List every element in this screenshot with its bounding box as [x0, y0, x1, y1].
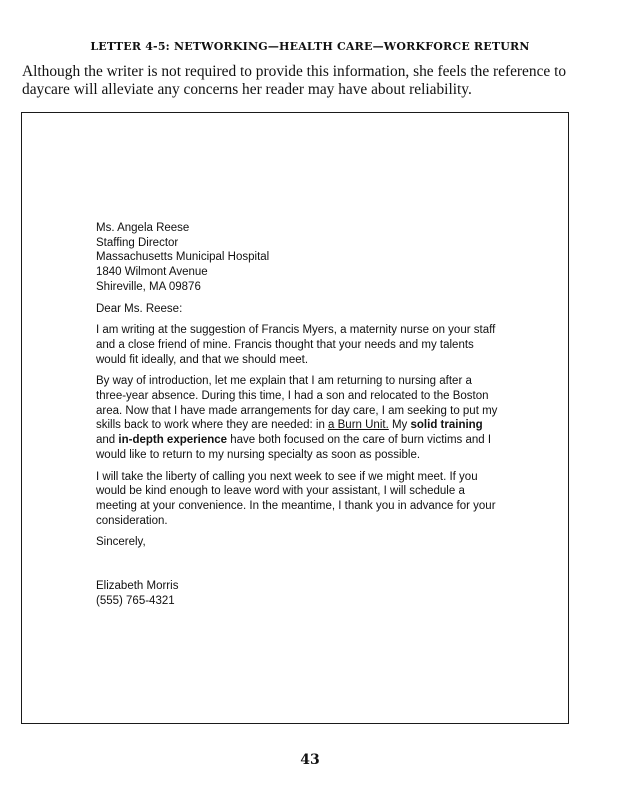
intro-paragraph: [22, 63, 582, 99]
salutation: [96, 302, 516, 317]
paragraph-2: [96, 374, 516, 462]
paragraph-line: meeting at your convenience. In the meantime, I thank you in advance for your: [96, 499, 496, 512]
address-line: Staffing Director: [96, 236, 179, 249]
salutation-text: Dear Ms. Reese:: [96, 302, 183, 315]
page-number: 43: [300, 752, 320, 768]
address-line: Shireville, MA 09876: [96, 280, 201, 293]
paragraph-line: I will take the liberty of calling you next week to see if we might meet. If you: [96, 470, 478, 483]
underlined-phrase: a Burn Unit.: [328, 419, 389, 432]
paragraph-line: [96, 433, 516, 448]
address-line: Massachusetts Municipal Hospital: [96, 251, 270, 264]
section-heading: LETTER 4-5: NETWORKING—HEALTH CARE—WORKFORCE RETURN: [90, 40, 530, 53]
paragraph-line: would fit ideally, and that we should meet.: [96, 353, 309, 366]
paragraph-line: would be kind enough to leave word with your assistant, I will schedule a: [96, 485, 465, 498]
letter-body: [96, 221, 516, 608]
closing: [96, 535, 516, 550]
paragraph-line: I am writing at the suggestion of Francis Myers, a maternity nurse on your staff: [96, 324, 496, 337]
text-run: and: [96, 434, 119, 447]
bold-phrase: in-depth experience: [118, 434, 228, 447]
paragraph-line: three-year absence. During this time, I had a son and relocated to the Boston: [96, 390, 489, 403]
recipient-address: [96, 221, 516, 295]
paragraph-line: area. Now that I have made arrangements for day care, I am seeking to put my: [96, 404, 498, 417]
signature-space: [96, 550, 516, 579]
intro-line: Although the writer is not required to provide this information, she feels the reference to: [22, 63, 567, 80]
paragraph-line: would like to return to my nursing specialty as soon as possible.: [96, 448, 421, 461]
bold-phrase: solid training: [410, 419, 483, 432]
paragraph-3: [96, 470, 516, 529]
paragraph-line: By way of introduction, let me explain that I am returning to nursing after a: [96, 375, 472, 388]
paragraph-line: consideration.: [96, 514, 168, 527]
paragraph-line: [96, 418, 516, 433]
text-run: My: [388, 419, 411, 432]
text-run: skills back to work where they are needed: in: [96, 419, 329, 432]
text-run: have both focused on the care of burn victims and I: [227, 434, 492, 447]
paragraph-line: and a close friend of mine. Francis thought that your needs and my talents: [96, 338, 474, 351]
closing-text: Sincerely,: [96, 536, 146, 549]
address-line: Ms. Angela Reese: [96, 222, 190, 234]
signature-block: [96, 579, 516, 608]
paragraph-1: [96, 323, 516, 367]
signer-phone: (555) 765-4321: [96, 594, 175, 607]
intro-line: daycare will alleviate any concerns her reader may have about reliability.: [22, 81, 472, 98]
address-line: 1840 Wilmont Avenue: [96, 266, 208, 279]
signer-name: Elizabeth Morris: [96, 580, 179, 593]
